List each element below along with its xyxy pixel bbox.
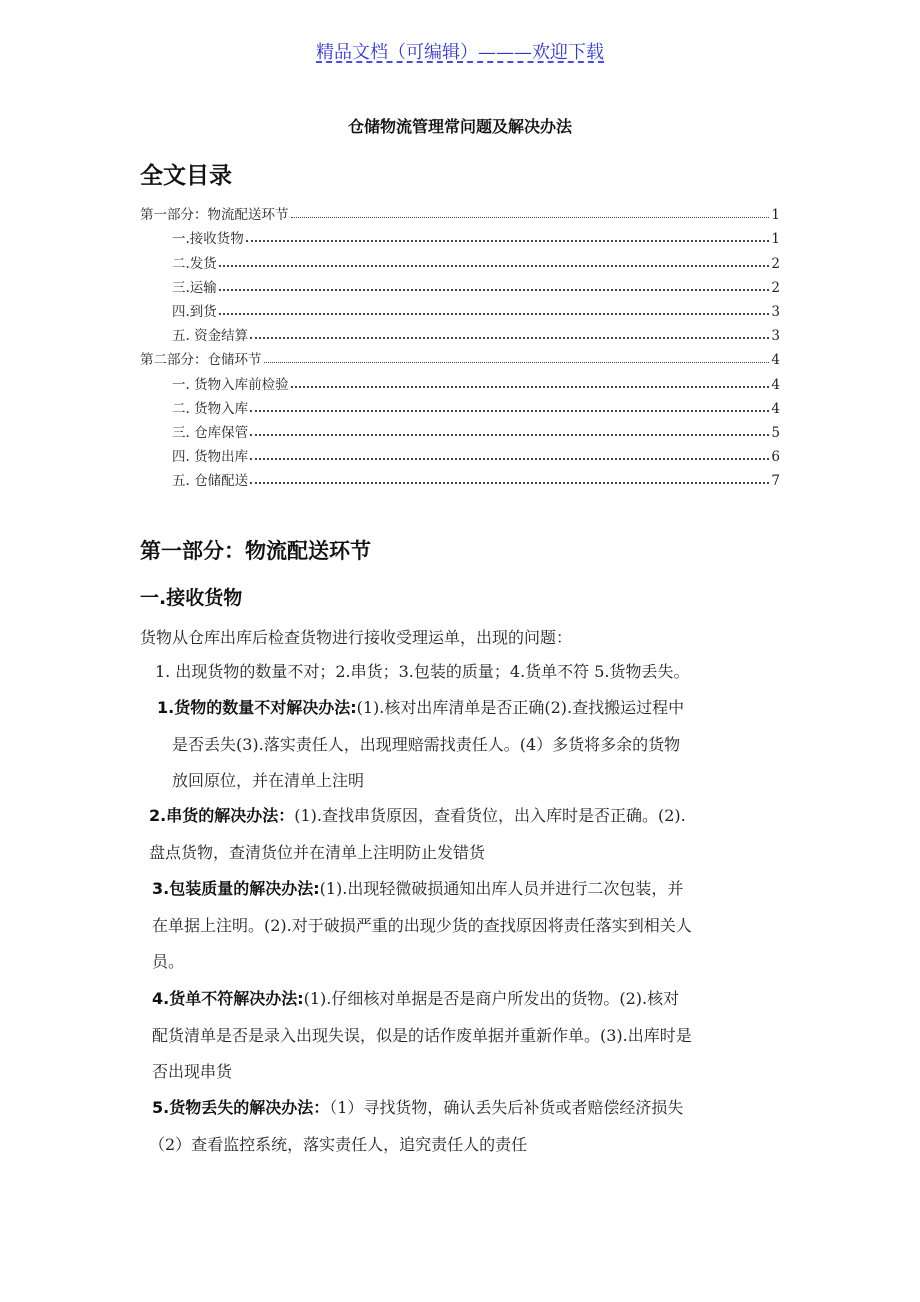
toc-page-number: 2 <box>771 255 780 272</box>
intro-paragraph: 货物从仓库出库后检查货物进行接收受理运单，出现的问题： <box>140 628 573 647</box>
toc-entry-label: 一. 货物入库前检验 <box>172 376 289 393</box>
solution-item-continuation: （2）查看监控系统，落实责任人，追究责任人的责任 <box>149 1134 528 1154</box>
toc-entry[interactable] <box>140 441 780 465</box>
toc-page-number: 3 <box>771 328 780 345</box>
solution-item-continuation: 放回原位，并在清单上注明 <box>172 771 365 790</box>
toc-leader-dots <box>250 434 769 436</box>
solution-text: (1).核对出库清单是否正确(2).查找搬运过程中 <box>356 698 685 717</box>
toc-entry[interactable] <box>140 344 780 368</box>
toc-entry-label: 四.到货 <box>172 303 217 320</box>
toc-entry-label: 二. 货物入库 <box>172 400 249 417</box>
toc-entry[interactable] <box>140 465 780 489</box>
solution-item-continuation: 员。 <box>152 952 185 971</box>
solution-item <box>149 803 686 826</box>
toc-page-number: 1 <box>771 231 780 248</box>
solution-label: 3.包装质量的解决办法: <box>152 879 320 898</box>
toc-leader-dots <box>219 265 770 267</box>
solution-item-continuation: 是否丢失(3).落实责任人，出现理赔需找责任人。(4）多货将多余的货物 <box>172 734 681 754</box>
toc-entry[interactable] <box>140 199 780 223</box>
toc-leader-dots <box>250 337 769 339</box>
header-download-link[interactable]: 精品文档（可编辑）———欢迎下载 <box>316 42 604 63</box>
solution-item-continuation: 在单据上注明。(2).对于破损严重的出现少货的查找原因将责任落实到相关人 <box>152 915 692 935</box>
toc-leader-dots <box>250 410 769 412</box>
toc-entry-label: 二.发货 <box>172 255 217 272</box>
toc-entry-label: 五. 资金结算 <box>172 328 249 345</box>
toc-entry[interactable] <box>140 247 780 271</box>
solution-item-continuation: 配货清单是否是录入出现失误，似是的话作废单据并重新作单。(3).出库时是 <box>152 1025 692 1045</box>
toc-leader-dots <box>250 458 769 460</box>
toc-page-number: 2 <box>771 279 780 296</box>
solution-item-continuation: 否出现串货 <box>152 1062 233 1081</box>
toc-entry-label: 第二部分：仓储环节 <box>140 352 262 369</box>
toc-page-number: 7 <box>771 473 780 490</box>
toc-entry[interactable] <box>140 223 780 247</box>
toc-entry[interactable] <box>140 368 780 392</box>
toc-entry[interactable] <box>140 320 780 344</box>
solution-label: 1.货物的数量不对解决办法: <box>157 698 357 717</box>
toc-entry[interactable] <box>140 272 780 296</box>
solution-item <box>157 695 684 718</box>
toc-leader-dots <box>264 362 770 363</box>
subsection-heading: 一.接收货物 <box>140 587 243 609</box>
solution-text: (1).出现轻微破损通知出库人员并进行二次包装，并 <box>319 879 684 898</box>
toc-leader-dots <box>219 313 770 315</box>
solution-label: 5.货物丢失的解决办法： <box>152 1098 330 1117</box>
toc-entry-label: 三. 仓库保管 <box>172 424 249 441</box>
section-heading: 第一部分：物流配送环节 <box>140 539 371 563</box>
solution-item <box>152 876 683 899</box>
solution-text: (1).查找串货原因，查看货位，出入库时是否正确。(2). <box>294 806 686 825</box>
solution-text: （1）寻找货物，确认丢失后补货或者赔偿经济损失 <box>329 1098 684 1117</box>
toc-entry-label: 三.运输 <box>172 279 217 296</box>
toc-heading: 全文目录 <box>140 163 232 189</box>
solution-item <box>152 1095 683 1118</box>
solution-label: 4.货单不符解决办法: <box>152 989 304 1008</box>
solution-item <box>152 986 679 1009</box>
toc-leader-dots <box>291 386 770 388</box>
toc-entry-label: 五. 仓储配送 <box>172 473 249 490</box>
toc-page-number: 3 <box>771 303 780 320</box>
toc-entry-label: 一.接收货物 <box>172 231 244 248</box>
toc-page-number: 4 <box>771 376 780 393</box>
toc-page-number: 6 <box>771 449 780 466</box>
toc-entry-label: 四. 货物出库 <box>172 449 249 466</box>
toc-entry-label: 第一部分：物流配送环节 <box>140 207 289 224</box>
toc-leader-dots <box>219 289 770 291</box>
toc-page-number: 4 <box>771 352 780 369</box>
toc-leader-dots <box>250 482 769 484</box>
toc-page-number: 5 <box>771 424 780 441</box>
toc-entry[interactable] <box>140 296 780 320</box>
solution-text: (1).仔细核对单据是否是商户所发出的货物。(2).核对 <box>303 989 680 1008</box>
table-of-contents <box>140 199 780 489</box>
toc-page-number: 1 <box>771 207 780 224</box>
toc-page-number: 4 <box>771 400 780 417</box>
toc-leader-dots <box>246 240 770 242</box>
document-title: 仓储物流管理常问题及解决办法 <box>347 117 572 136</box>
toc-entry[interactable] <box>140 417 780 441</box>
solution-label: 2.串货的解决办法： <box>149 806 295 825</box>
toc-leader-dots <box>291 217 770 218</box>
toc-entry[interactable] <box>140 393 780 417</box>
problems-list: 1. 出现货物的数量不对；2.串货；3.包装的质量；4.货单不符 5.货物丢失。 <box>155 662 690 681</box>
solution-item-continuation: 盘点货物，查清货位并在清单上注明防止发错货 <box>149 842 486 862</box>
